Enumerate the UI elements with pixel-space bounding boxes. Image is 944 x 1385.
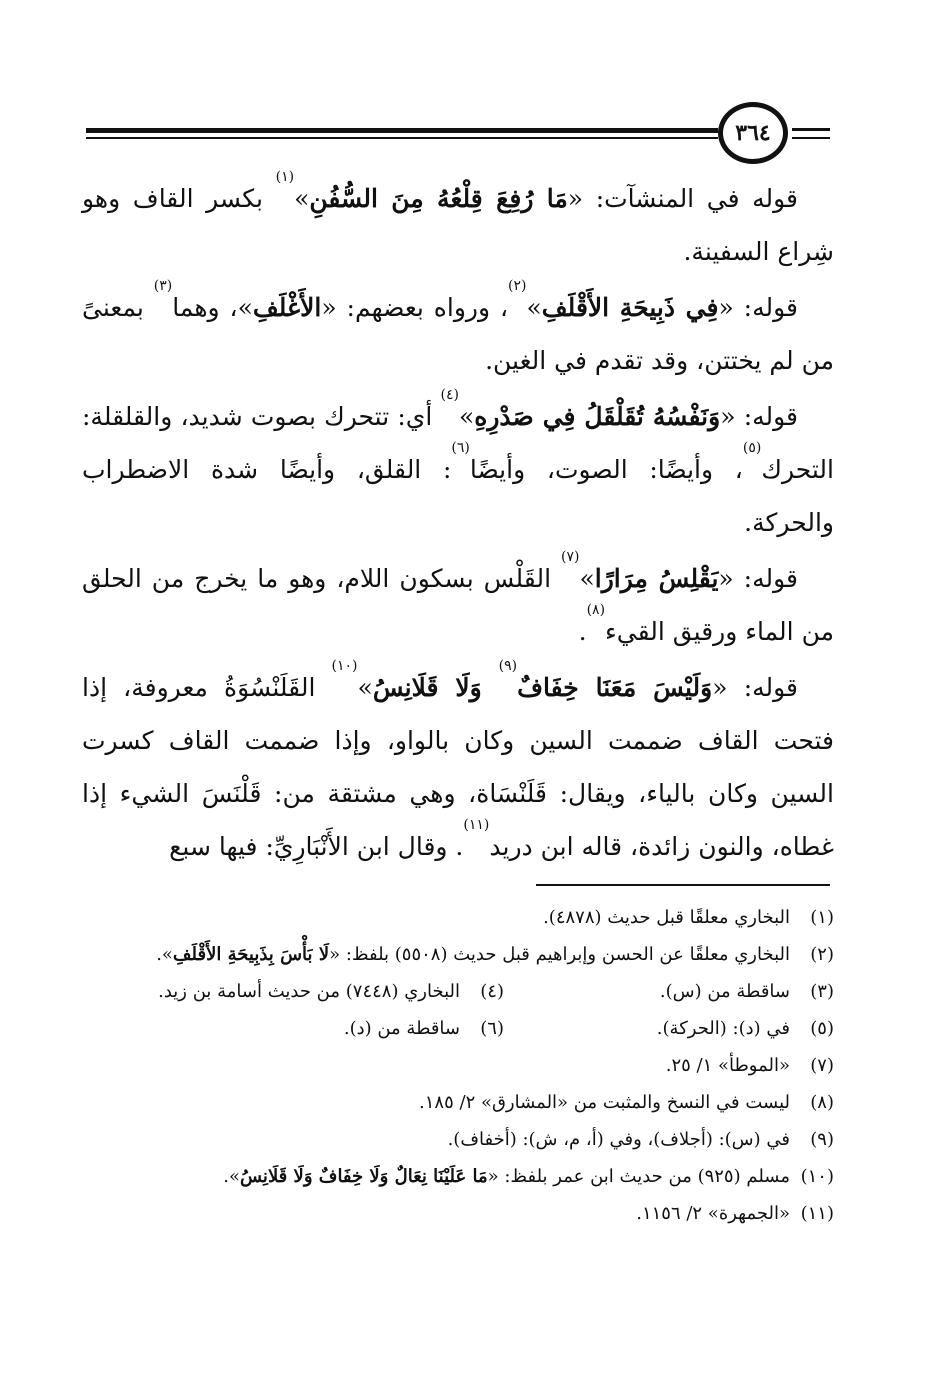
text-run: »، وهما [172, 293, 253, 322]
hadith-quote: فِي ذَبِيحَةِ الأَقْلَفِ [541, 293, 719, 322]
text-run: القَلْس بسكون اللام، وهو ما يخرج من الحلق من الماء ورقيق القيء [82, 564, 834, 646]
hadith-quote: مَا رُفِعَ قِلْعُهُ مِنَ السُّفُنِ [309, 184, 568, 213]
paragraph-5 [82, 658, 834, 873]
text-run: » [357, 673, 373, 702]
footnote-number: (٩) [810, 1129, 834, 1150]
hadith-quote: يَقْلِسُ مِرَارًا [594, 564, 719, 593]
footnote-ref: (٢) [508, 278, 527, 294]
footnote-text: في (د): (الحركة). [656, 1018, 790, 1039]
footnote-hadith: لَا بَأْسَ بِذَبِيحَةِ الأَقْلَفِ [172, 944, 330, 965]
footnote-text-run: البخاري معلقًا عن الحسن وإبراهيم قبل حديث (٥٥٠٨) بلفظ: « [329, 944, 790, 965]
footnote-3 [504, 976, 834, 1007]
footnote-row-3-4 [92, 976, 834, 1007]
paragraph-2 [82, 278, 834, 387]
footnote-ref: (٧) [561, 549, 580, 565]
header-rule-thick [86, 128, 718, 133]
footnote-number: (١٠) [800, 1166, 834, 1187]
footnote-ref: (١١) [463, 817, 490, 833]
footnote-number: (٨) [810, 1092, 834, 1113]
text-run: » [526, 293, 542, 322]
footnote-6 [344, 1013, 504, 1044]
text-run: » [458, 402, 475, 431]
footnote-ref: (١) [275, 169, 295, 185]
footnote-text [92, 1161, 790, 1192]
hadith-quote: الأَغْلَفِ [252, 293, 322, 322]
footnote-number: (١١) [800, 1203, 834, 1224]
hadith-quote: وَلَا قَلَانِسُ [372, 673, 499, 702]
footnote-7 [92, 1050, 834, 1081]
header-rule-thin [86, 137, 718, 139]
footnote-10 [92, 1161, 834, 1192]
text-run: : القلق، وأيضًا شدة الاضطراب والحركة. [82, 455, 834, 537]
footnote-text: في (س): (أجلاف)، وفي (أ، م، ش): (أخفاف). [447, 1129, 790, 1150]
footnote-ref: (٣) [153, 278, 173, 294]
paragraph-3 [82, 387, 834, 549]
header-rule-right [792, 128, 830, 131]
footnote-text: ساقطة من (د). [343, 1018, 460, 1039]
text-run: أي: تتحرك بصوت شديد، والقلقلة: التحرك [82, 402, 834, 484]
footnote-text-run: ». [156, 944, 173, 965]
text-run: . وقال ابن الأَنْبَارِيِّ: فيها سبع [169, 832, 464, 861]
footnote-text: «الجمهرة» ٢/ ١١٥٦. [636, 1203, 790, 1224]
text-run: القَلَنْسُوَةُ معروفة، إذا فتحت القاف ضممت السين وكان بالواو، وإذا ضممت القاف كسرت السين وكان بالياء، ويقال: قَلَنْسَاة، وهي مشتقة من: قَلْنَسَ الشيء إذا غطاه، والنون زائدة، قاله ابن دريد [82, 673, 834, 861]
footnote-ref: (٥) [742, 440, 762, 456]
footnote-number: (٣) [810, 981, 834, 1002]
page-number-badge [718, 102, 788, 164]
page-number: ٣٦٤ [735, 120, 771, 146]
footnote-text: «الموطأ» ١/ ٢٥. [665, 1055, 790, 1076]
footnote-4 [158, 976, 504, 1007]
text-run: . [578, 617, 587, 646]
footnote-text: البخاري معلقًا قبل حديث (٤٨٧٨). [543, 907, 790, 928]
footnote-row-5-6 [92, 1013, 834, 1044]
hadith-quote: وَنَفْسُهُ تُقَلْقَلُ فِي صَدْرِهِ [474, 402, 721, 431]
footnote-number: (١) [810, 907, 834, 928]
footnote-number: (٤) [480, 981, 504, 1002]
footnote-2 [92, 939, 834, 970]
footnote-ref: (٨) [586, 602, 606, 618]
footnote-ref: (١٠) [331, 658, 358, 674]
paragraph-1 [82, 169, 834, 278]
main-text [82, 169, 834, 876]
footnote-number: (٦) [480, 1018, 504, 1039]
footnote-ref: (٦) [451, 440, 470, 456]
header-rule-right-thin [792, 137, 830, 139]
hadith-quote: وَلَيْسَ مَعَنَا خِفَافٌ [517, 673, 713, 702]
footnote-number: (٢) [810, 944, 834, 965]
footnote-text-run: مسلم (٩٢٥) من حديث ابن عمر بلفظ: « [487, 1166, 790, 1187]
text-run: قوله: « [720, 402, 799, 431]
footnote-text: ساقطة من (س). [659, 981, 790, 1002]
text-run: بكسر القاف وهو شِراع السفينة. [82, 184, 834, 266]
footnote-5 [504, 1013, 834, 1044]
footnote-11 [92, 1198, 834, 1229]
footnote-text [92, 939, 790, 970]
footnote-hadith: مَا عَلَيْنَا نِعَالٌ وَلَا خِفَافٌ وَلَا قَلَانِسُ [239, 1166, 488, 1187]
text-run: ، وأيضًا: الصوت، وأيضًا [469, 455, 743, 484]
footnote-1 [92, 902, 834, 933]
footnote-text: البخاري (٧٤٤٨) من حديث أسامة بن زيد. [158, 981, 460, 1002]
footnote-ref: (٩) [498, 658, 518, 674]
text-run: قوله: « [712, 673, 799, 702]
footnote-number: (٧) [810, 1055, 834, 1076]
text-run: » [294, 184, 310, 213]
footnote-ref: (٤) [440, 387, 459, 403]
text-run: قوله في المنشآت: « [567, 184, 799, 213]
footnote-number: (٥) [810, 1018, 834, 1039]
footnote-text: ليست في النسخ والمثبت من «المشارق» ٢/ ١٨٥. [419, 1092, 790, 1113]
footnote-separator [536, 884, 830, 886]
paragraph-4 [82, 549, 834, 658]
text-run: » [579, 564, 595, 593]
text-run: قوله: « [718, 564, 798, 593]
text-run: ، ورواه بعضهم: « [321, 293, 509, 322]
text-run: بمعنىً من لم يختتن، وقد تقدم في الغين. [82, 293, 834, 375]
footnotes [92, 902, 834, 1235]
footnote-8 [92, 1087, 834, 1118]
footnote-text-run: ». [223, 1166, 240, 1187]
text-run: قوله: « [718, 293, 798, 322]
footnote-9 [92, 1124, 834, 1155]
